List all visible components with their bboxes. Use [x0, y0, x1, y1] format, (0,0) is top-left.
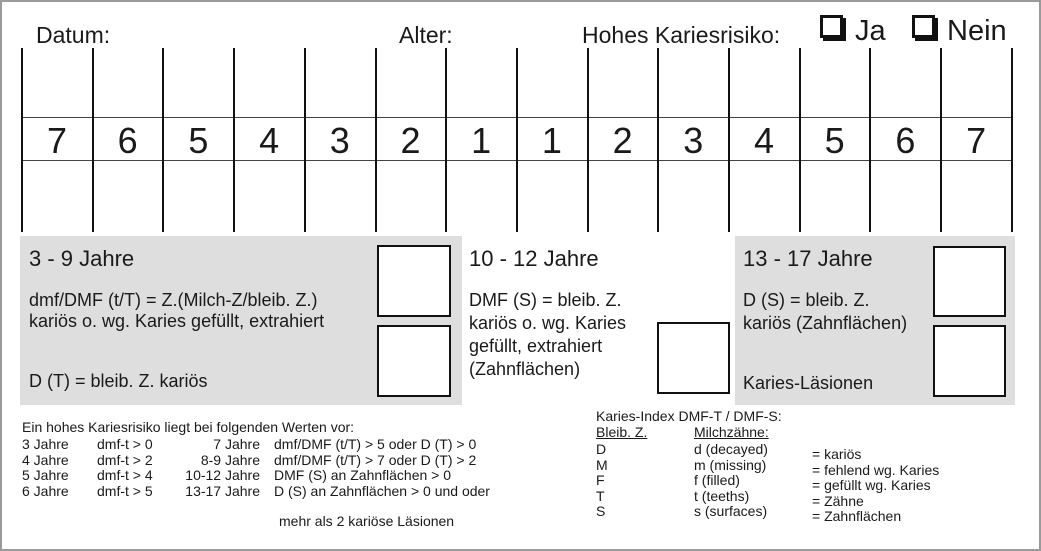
index-permanent: S [596, 503, 606, 519]
yes-label: Ja [855, 15, 886, 47]
group-3-9-line1: dmf/DMF (t/T) = Z.(Milch-Z/bleib. Z.) [29, 290, 318, 310]
risk-value: D (S) an Zahnflächen > 0 und oder [274, 482, 490, 499]
risk-value: dmf-t > 5 [97, 482, 153, 499]
yes-option[interactable] [820, 15, 886, 48]
group-10-12-title: 10 - 12 Jahre [469, 246, 599, 271]
no-label: Nein [947, 15, 1007, 47]
index-meaning: = gefüllt wg. Karies [812, 477, 931, 493]
group-10-12-line4: (Zahnflächen) [469, 359, 581, 379]
dmf-t-field[interactable] [377, 245, 451, 317]
risk-age: 6 Jahre [22, 482, 69, 499]
index-primary: f (filled) [694, 472, 740, 488]
index-col-permanent: Bleib. Z. [596, 424, 648, 440]
tooth-number[interactable]: 6 [895, 120, 916, 161]
risk-value: dmf-t > 4 [97, 467, 153, 483]
tooth-number[interactable]: 1 [471, 120, 492, 161]
group-10-12-line3: gefüllt, extrahiert [469, 336, 603, 356]
risk-value: dmf/DMF (t/T) > 7 oder D (T) > 2 [274, 451, 477, 468]
tooth-number[interactable]: 7 [46, 120, 68, 161]
risk-title: Ein hohes Kariesrisiko liegt bei folgenden Werten vor: [22, 419, 355, 435]
tooth-number[interactable]: 4 [753, 120, 775, 161]
risk-value: dmf/DMF (t/T) > 5 oder D (T) > 0 [274, 436, 477, 452]
index-permanent: D [596, 441, 607, 457]
index-title: Karies-Index DMF-T / DMF-S: [596, 408, 782, 424]
tooth-number[interactable]: 5 [824, 120, 845, 161]
tooth-number[interactable]: 6 [117, 120, 138, 161]
index-col-primary: Milchzähne: [694, 424, 769, 440]
group-13-17-title: 13 - 17 Jahre [743, 246, 873, 271]
index-primary: s (surfaces) [694, 503, 768, 519]
tooth-number[interactable]: 2 [400, 120, 421, 161]
risk-age: 10-12 Jahre [185, 467, 260, 483]
tooth-number[interactable]: 4 [259, 120, 280, 161]
tooth-number[interactable]: 3 [329, 120, 350, 161]
date-label: Datum: [36, 22, 111, 48]
yes-checkbox[interactable] [820, 15, 843, 38]
index-permanent: T [596, 487, 605, 504]
risk-value: dmf-t > 2 [97, 451, 153, 468]
group-13-17-line3: Karies-Läsionen [743, 373, 874, 393]
index-meaning: = Zahnflächen [812, 508, 902, 524]
group-13-17-line1: D (S) = bleib. Z. [743, 290, 870, 310]
index-meaning: = Zähne [812, 492, 864, 509]
risk-age: 13-17 Jahre [185, 482, 260, 499]
tooth-number[interactable]: 2 [612, 120, 633, 161]
tooth-number[interactable]: 7 [966, 120, 987, 161]
risk-age: 7 Jahre [213, 436, 260, 452]
index-permanent: F [596, 472, 605, 488]
no-option[interactable] [912, 15, 1007, 48]
risk-age: 3 Jahre [22, 436, 69, 452]
risk-continuation: mehr als 2 kariöse Läsionen [279, 513, 455, 529]
index-permanent: M [596, 456, 608, 473]
index-meaning: = fehlend wg. Karies [812, 461, 940, 478]
risk-value: DMF (S) an Zahnflächen > 0 [274, 467, 452, 483]
risk-age: 4 Jahre [22, 451, 69, 468]
age-label: Alter: [399, 22, 453, 48]
index-meaning: = kariös [812, 446, 862, 462]
risk-age: 8-9 Jahre [200, 451, 260, 468]
tooth-number[interactable]: 1 [541, 120, 562, 161]
group-10-12-line2: kariös o. wg. Karies [469, 313, 627, 333]
tooth-number[interactable]: 3 [683, 120, 704, 161]
d-s-field[interactable] [933, 246, 1006, 317]
group-3-9-line3: D (T) = bleib. Z. kariös [29, 371, 208, 391]
index-primary: d (decayed) [694, 441, 768, 457]
risk-value: dmf-t > 0 [97, 436, 153, 452]
group-10-12-line1: DMF (S) = bleib. Z. [469, 290, 622, 310]
tooth-number[interactable]: 5 [188, 120, 209, 161]
chart-divider [1011, 48, 1013, 232]
index-primary: m (missing) [694, 456, 767, 473]
dmf-s-field[interactable] [657, 322, 730, 394]
risk-age: 5 Jahre [22, 467, 69, 483]
index-primary: t (teeths) [694, 487, 750, 504]
group-3-9-title: 3 - 9 Jahre [29, 246, 135, 271]
no-checkbox[interactable] [912, 15, 935, 38]
risk-label: Hohes Kariesrisiko: [582, 22, 781, 48]
d-t-field[interactable] [377, 325, 451, 397]
lesions-field[interactable] [933, 325, 1006, 397]
group-3-9-line2: kariös o. wg. Karies gefüllt, extrahiert [29, 311, 325, 331]
group-13-17-line2: kariös (Zahnflächen) [743, 313, 908, 333]
